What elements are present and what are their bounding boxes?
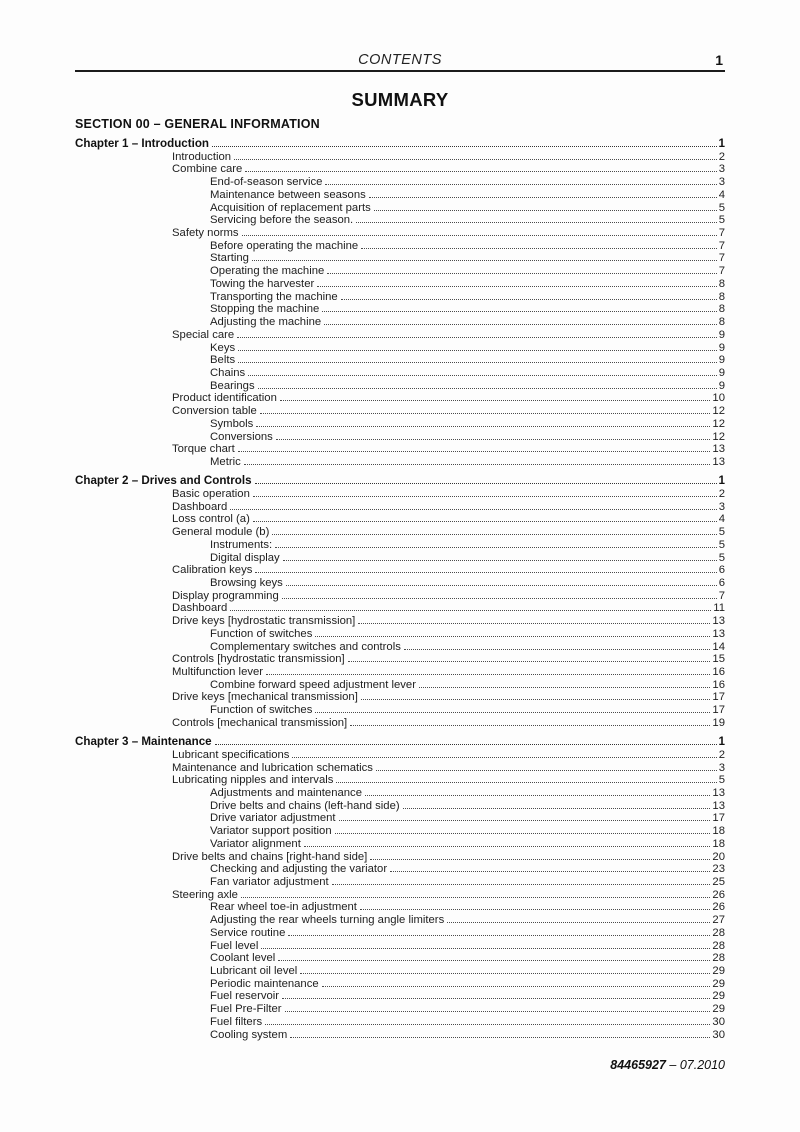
toc-leader-dots <box>234 159 717 160</box>
toc-row <box>75 252 725 265</box>
toc-row <box>75 342 725 355</box>
toc-leader-dots <box>244 464 711 465</box>
toc-leader-dots <box>290 1037 710 1038</box>
toc-entry-page: 2 <box>718 748 725 761</box>
toc-entry-label: Acquisition of replacement parts <box>210 201 371 214</box>
toc-row <box>75 564 725 577</box>
toc-entry-label: Adjustments and maintenance <box>210 786 362 799</box>
toc-row <box>75 812 725 825</box>
toc-entry-label: Checking and adjusting the variator <box>210 863 388 876</box>
toc-entry-label: Before operating the machine <box>210 239 359 252</box>
toc-leader-dots <box>276 439 711 440</box>
running-header <box>75 48 725 72</box>
toc-leader-dots <box>369 197 717 198</box>
toc-row <box>75 990 725 1003</box>
toc-chapter-row <box>75 475 725 488</box>
toc-entry-label: Chains <box>210 366 246 379</box>
toc-entry-page: 1 <box>718 474 725 488</box>
toc-leader-dots <box>248 375 717 376</box>
toc-entry-label: Belts <box>210 354 236 367</box>
toc-row <box>75 863 725 876</box>
toc-entry-label: Dashboard <box>172 602 228 615</box>
toc-entry-label: Introduction <box>172 150 232 163</box>
toc-entry-page: 5 <box>718 774 725 787</box>
toc-entry-label: Chapter 1 – Introduction <box>75 137 209 150</box>
toc-entry-label: Drive keys [mechanical transmission] <box>172 691 358 704</box>
toc-leader-dots <box>285 1011 711 1012</box>
toc-row <box>75 176 725 189</box>
toc-entry-page: 5 <box>718 201 725 214</box>
toc-row <box>75 456 725 469</box>
toc-leader-dots <box>286 585 717 586</box>
toc-entry-label: Drive keys [hydrostatic transmission] <box>172 615 356 628</box>
toc-row <box>75 189 725 202</box>
toc-row <box>75 240 725 253</box>
toc-leader-dots <box>253 521 717 522</box>
toc-entry-page: 13 <box>712 455 725 468</box>
toc-leader-dots <box>212 146 717 147</box>
toc-entry-label: Adjusting the rear wheels turning angle limiters <box>210 914 445 927</box>
toc-entry-label: Steering axle <box>172 888 238 901</box>
toc-entry-page: 10 <box>712 392 725 405</box>
toc-entry-page: 9 <box>718 379 725 392</box>
toc-row <box>75 513 725 526</box>
toc-entry-label: Cooling system <box>210 1028 288 1041</box>
toc-row <box>75 577 725 590</box>
toc-leader-dots <box>255 572 716 573</box>
toc-leader-dots <box>361 699 711 700</box>
toc-leader-dots <box>341 299 717 300</box>
page-footer <box>610 1058 725 1072</box>
toc-entry-page: 7 <box>718 239 725 252</box>
toc-entry-page: 13 <box>712 443 725 456</box>
toc-row <box>75 965 725 978</box>
toc-entry-page: 26 <box>712 901 725 914</box>
toc-entry-page: 16 <box>712 665 725 678</box>
toc-leader-dots <box>322 311 716 312</box>
toc-entry-label: Chapter 2 – Drives and Controls <box>75 474 252 488</box>
toc-entry-page: 9 <box>718 341 725 354</box>
toc-leader-dots <box>288 935 710 936</box>
toc-entry-label: Combine forward speed adjustment lever <box>210 678 416 691</box>
toc-entry-page: 5 <box>718 551 725 564</box>
toc-leader-dots <box>275 547 717 548</box>
toc-row <box>75 838 725 851</box>
toc-entry-page: 3 <box>718 761 725 774</box>
toc-leader-dots <box>256 426 710 427</box>
toc-row <box>75 679 725 692</box>
toc-entry-page: 29 <box>712 990 725 1003</box>
toc-entry-page: 12 <box>712 405 725 418</box>
toc-entry-page: 18 <box>712 837 725 850</box>
toc-entry-page: 5 <box>718 538 725 551</box>
toc-leader-dots <box>292 757 716 758</box>
toc-entry-page: 15 <box>712 653 725 666</box>
toc-entry-label: Variator support position <box>210 825 332 838</box>
toc-leader-dots <box>272 534 716 535</box>
toc-entry-label: Conversion table <box>172 405 257 418</box>
toc-entry-page: 18 <box>712 825 725 838</box>
toc-row <box>75 876 725 889</box>
table-of-contents <box>75 117 725 1041</box>
toc-leader-dots <box>315 636 710 637</box>
toc-entry-page: 5 <box>718 526 725 539</box>
toc-entry-page: 1 <box>718 137 725 150</box>
toc-entry-page: 11 <box>713 602 725 615</box>
toc-leader-dots <box>238 350 717 351</box>
toc-leader-dots <box>278 960 710 961</box>
toc-leader-dots <box>280 400 711 401</box>
toc-rows <box>75 138 725 1041</box>
toc-entry-page: 16 <box>712 678 725 691</box>
toc-leader-dots <box>390 871 710 872</box>
toc-entry-page: 3 <box>718 163 725 176</box>
toc-entry-label: Maintenance between seasons <box>210 188 366 201</box>
toc-entry-page: 20 <box>712 850 725 863</box>
toc-row <box>75 227 725 240</box>
footer-publication-code: 84465927 <box>610 1058 666 1072</box>
toc-row <box>75 291 725 304</box>
toc-entry-page: 17 <box>712 812 725 825</box>
toc-entry-page: 30 <box>712 1028 725 1041</box>
toc-leader-dots <box>324 324 717 325</box>
toc-entry-label: Instruments: <box>210 538 273 551</box>
toc-row <box>75 978 725 991</box>
toc-leader-dots <box>242 235 717 236</box>
toc-entry-page: 2 <box>718 487 725 500</box>
toc-leader-dots <box>403 808 711 809</box>
toc-row <box>75 787 725 800</box>
toc-entry-label: Dashboard <box>172 500 228 513</box>
toc-entry-label: Product identification <box>172 392 277 405</box>
toc-entry-label: Lubricant specifications <box>172 748 290 761</box>
toc-entry-label: Fuel reservoir <box>210 990 280 1003</box>
toc-entry-page: 27 <box>712 914 725 927</box>
toc-entry-label: Drive variator adjustment <box>210 812 336 825</box>
toc-entry-page: 6 <box>718 576 725 589</box>
toc-leader-dots <box>348 661 711 662</box>
section-heading: SECTION 00 – GENERAL INFORMATION <box>75 117 320 131</box>
toc-entry-label: Drive belts and chains (left-hand side) <box>210 799 400 812</box>
toc-leader-dots <box>356 222 717 223</box>
toc-row <box>75 418 725 431</box>
toc-entry-label: Coolant level <box>210 952 276 965</box>
toc-row <box>75 539 725 552</box>
toc-leader-dots <box>332 884 711 885</box>
toc-entry-page: 6 <box>718 564 725 577</box>
toc-leader-dots <box>350 725 710 726</box>
toc-row <box>75 392 725 405</box>
toc-leader-dots <box>327 273 716 274</box>
toc-entry-page: 4 <box>718 188 725 201</box>
toc-row <box>75 800 725 813</box>
toc-row <box>75 329 725 342</box>
toc-row <box>75 1003 725 1016</box>
toc-entry-page: 9 <box>718 328 725 341</box>
toc-entry-label: Fuel filters <box>210 1015 263 1028</box>
toc-entry-page: 9 <box>718 354 725 367</box>
toc-entry-label: End-of-season service <box>210 176 323 189</box>
toc-row <box>75 889 725 902</box>
toc-row <box>75 367 725 380</box>
toc-leader-dots <box>376 770 717 771</box>
toc-entry-page: 8 <box>718 277 725 290</box>
toc-leader-dots <box>253 496 717 497</box>
toc-leader-dots <box>245 171 716 172</box>
toc-leader-dots <box>404 649 711 650</box>
toc-entry-page: 9 <box>718 366 725 379</box>
toc-chapter-row <box>75 138 725 151</box>
toc-entry-page: 29 <box>712 977 725 990</box>
toc-leader-dots <box>315 712 710 713</box>
toc-entry-label: Drive belts and chains [right-hand side] <box>172 850 368 863</box>
toc-entry-page: 7 <box>718 265 725 278</box>
toc-row <box>75 774 725 787</box>
toc-entry-label: Fan variator adjustment <box>210 875 329 888</box>
toc-leader-dots <box>283 560 717 561</box>
toc-row <box>75 628 725 641</box>
toc-row <box>75 749 725 762</box>
toc-entry-label: Maintenance and lubrication schematics <box>172 761 373 774</box>
toc-entry-label: Operating the machine <box>210 265 325 278</box>
toc-entry-label: Basic operation <box>172 487 250 500</box>
toc-row <box>75 380 725 393</box>
toc-row <box>75 316 725 329</box>
toc-entry-page: 29 <box>712 1003 725 1016</box>
toc-row <box>75 927 725 940</box>
toc-row <box>75 940 725 953</box>
toc-entry-label: Fuel level <box>210 939 259 952</box>
toc-entry-label: Safety norms <box>172 227 239 240</box>
toc-entry-page: 30 <box>712 1015 725 1028</box>
toc-leader-dots <box>365 795 710 796</box>
toc-entry-label: Conversions <box>210 430 273 443</box>
toc-leader-dots <box>261 948 710 949</box>
toc-row <box>75 851 725 864</box>
toc-row <box>75 641 725 654</box>
toc-entry-label: Adjusting the machine <box>210 316 322 329</box>
toc-row <box>75 265 725 278</box>
toc-entry-label: General module (b) <box>172 526 270 539</box>
toc-entry-label: Variator alignment <box>210 837 301 850</box>
toc-row <box>75 354 725 367</box>
toc-leader-dots <box>230 610 711 611</box>
toc-entry-page: 26 <box>712 888 725 901</box>
toc-entry-page: 5 <box>718 214 725 227</box>
toc-row <box>75 431 725 444</box>
summary-title: SUMMARY <box>351 89 449 110</box>
toc-entry-page: 12 <box>712 430 725 443</box>
toc-leader-dots <box>335 833 711 834</box>
toc-leader-dots <box>241 897 710 898</box>
toc-entry-label: Lubricating nipples and intervals <box>172 774 334 787</box>
toc-row <box>75 691 725 704</box>
toc-leader-dots <box>265 1024 710 1025</box>
running-header-page-number: 1 <box>715 52 723 68</box>
toc-entry-label: Digital display <box>210 551 280 564</box>
toc-row <box>75 278 725 291</box>
toc-entry-page: 17 <box>712 691 725 704</box>
toc-entry-label: Function of switches <box>210 704 313 717</box>
toc-leader-dots <box>358 623 710 624</box>
toc-entry-label: Controls [mechanical transmission] <box>172 716 348 729</box>
toc-leader-dots <box>230 509 716 510</box>
toc-row <box>75 405 725 418</box>
toc-entry-page: 29 <box>712 965 725 977</box>
toc-row <box>75 704 725 717</box>
toc-entry-page: 14 <box>712 640 725 653</box>
toc-leader-dots <box>215 744 717 745</box>
toc-leader-dots <box>255 483 717 484</box>
toc-leader-dots <box>419 687 710 688</box>
toc-row <box>75 488 725 501</box>
toc-row <box>75 914 725 927</box>
toc-entry-label: Calibration keys <box>172 564 253 577</box>
toc-leader-dots <box>282 598 717 599</box>
toc-entry-label: Towing the harvester <box>210 277 315 290</box>
toc-leader-dots <box>360 909 710 910</box>
toc-row <box>75 151 725 164</box>
toc-entry-page: 25 <box>712 875 725 888</box>
toc-entry-label: Browsing keys <box>210 576 283 589</box>
toc-leader-dots <box>266 674 710 675</box>
toc-entry-label: Fuel Pre-Filter <box>210 1003 282 1016</box>
footer-publication-date: – 07.2010 <box>669 1058 725 1072</box>
toc-row <box>75 666 725 679</box>
toc-entry-page: 7 <box>718 227 725 240</box>
toc-entry-label: Metric <box>210 455 241 468</box>
toc-row <box>75 717 725 730</box>
toc-entry-page: 12 <box>712 417 725 430</box>
toc-entry-label: Servicing before the season. <box>210 214 354 227</box>
toc-row <box>75 163 725 176</box>
toc-entry-label: Torque chart <box>172 443 235 456</box>
toc-entry-label: Multifunction lever <box>172 665 264 678</box>
toc-leader-dots <box>370 859 710 860</box>
toc-entry-page: 7 <box>718 252 725 265</box>
toc-leader-dots <box>260 413 711 414</box>
toc-entry-page: 3 <box>718 500 725 513</box>
toc-entry-label: Special care <box>172 328 235 341</box>
toc-row <box>75 590 725 603</box>
toc-entry-label: Combine care <box>172 163 243 176</box>
toc-row <box>75 214 725 227</box>
toc-entry-page: 13 <box>712 615 725 628</box>
toc-leader-dots <box>322 986 711 987</box>
toc-row <box>75 443 725 456</box>
toc-leader-dots <box>300 973 710 974</box>
toc-leader-dots <box>258 388 717 389</box>
toc-entry-label: Function of switches <box>210 627 313 640</box>
toc-entry-page: 8 <box>718 290 725 303</box>
toc-entry-page: 3 <box>718 176 725 189</box>
toc-entry-label: Transporting the machine <box>210 290 338 303</box>
toc-leader-dots <box>374 210 717 211</box>
toc-leader-dots <box>361 248 716 249</box>
toc-row <box>75 901 725 914</box>
toc-entry-page: 17 <box>712 704 725 717</box>
toc-entry-page: 2 <box>718 150 725 163</box>
toc-leader-dots <box>339 820 711 821</box>
toc-row <box>75 653 725 666</box>
toc-row <box>75 552 725 565</box>
toc-entry-label: Chapter 3 – Maintenance <box>75 735 212 749</box>
toc-entry-label: Stopping the machine <box>210 303 320 316</box>
toc-chapter-row <box>75 736 725 749</box>
toc-entry-page: 13 <box>712 627 725 640</box>
toc-leader-dots <box>447 922 710 923</box>
toc-row <box>75 1029 725 1042</box>
toc-leader-dots <box>237 337 717 338</box>
toc-row <box>75 825 725 838</box>
toc-entry-page: 19 <box>712 716 725 729</box>
toc-row <box>75 1016 725 1029</box>
toc-row <box>75 602 725 615</box>
toc-entry-page: 8 <box>718 316 725 329</box>
toc-entry-label: Rear wheel toe-in adjustment <box>210 901 357 914</box>
toc-leader-dots <box>325 184 716 185</box>
toc-entry-label: Display programming <box>172 589 279 602</box>
toc-row <box>75 202 725 215</box>
toc-entry-page: 13 <box>712 799 725 812</box>
toc-entry-label: Bearings <box>210 379 255 392</box>
toc-entry-page: 28 <box>712 939 725 952</box>
toc-entry-label: Periodic maintenance <box>210 977 319 990</box>
toc-entry-label: Service routine <box>210 926 286 939</box>
toc-entry-page: 4 <box>718 513 725 526</box>
toc-entry-page: 8 <box>718 303 725 316</box>
toc-entry-page: 28 <box>712 926 725 939</box>
toc-entry-label: Loss control (a) <box>172 513 250 526</box>
toc-entry-page: 1 <box>718 735 725 749</box>
toc-row <box>75 303 725 316</box>
toc-entry-label: Lubricant oil level <box>210 965 298 977</box>
toc-row <box>75 501 725 514</box>
toc-leader-dots <box>317 286 716 287</box>
toc-row <box>75 615 725 628</box>
toc-leader-dots <box>238 451 711 452</box>
toc-leader-dots <box>304 846 711 847</box>
toc-entry-label: Keys <box>210 341 236 354</box>
toc-row <box>75 952 725 965</box>
toc-entry-label: Controls [hydrostatic transmission] <box>172 653 345 666</box>
toc-row <box>75 526 725 539</box>
toc-entry-page: 28 <box>712 952 725 965</box>
toc-entry-page: 13 <box>712 786 725 799</box>
running-header-title: CONTENTS <box>358 52 442 68</box>
toc-leader-dots <box>252 260 717 261</box>
toc-entry-label: Starting <box>210 252 249 265</box>
toc-leader-dots <box>282 998 710 999</box>
toc-leader-dots <box>336 782 716 783</box>
toc-row <box>75 762 725 775</box>
toc-entry-label: Complementary switches and controls <box>210 640 401 653</box>
toc-entry-page: 7 <box>718 589 725 602</box>
toc-entry-label: Symbols <box>210 417 254 430</box>
toc-entry-page: 23 <box>712 863 725 876</box>
toc-leader-dots <box>238 362 717 363</box>
